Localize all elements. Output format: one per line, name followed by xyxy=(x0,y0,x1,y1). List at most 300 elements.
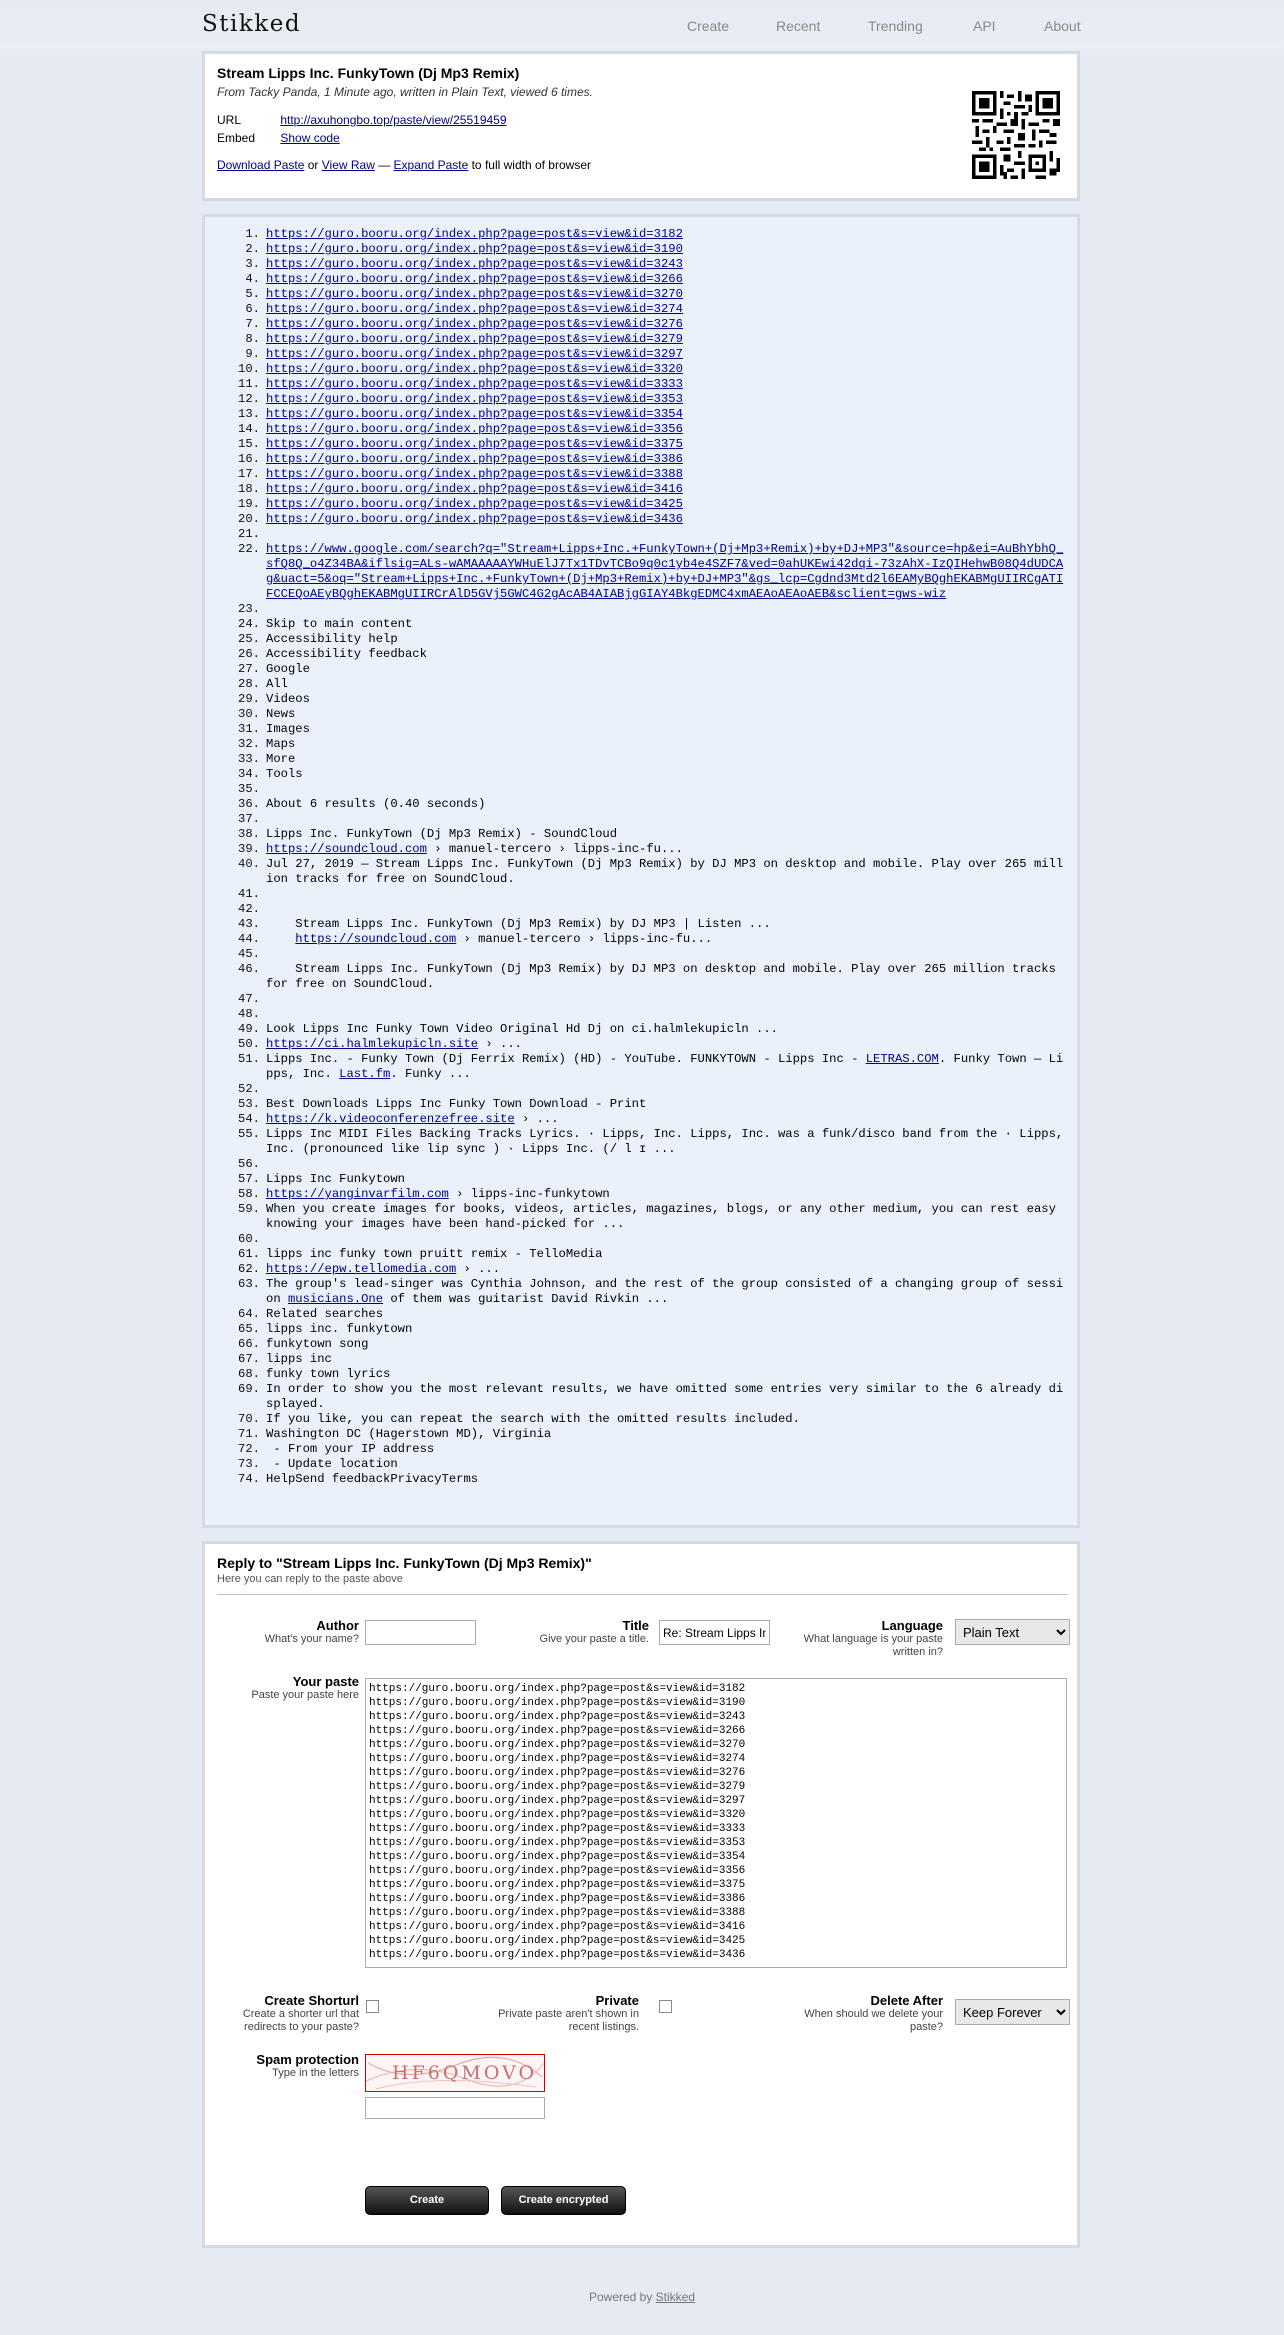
code-text: of them was guitarist David Rivkin ... xyxy=(383,1292,669,1306)
code-link[interactable]: https://guro.booru.org/index.php?page=post&s=view&id=3425 xyxy=(266,497,683,511)
line-text xyxy=(266,887,1069,902)
code-line xyxy=(205,917,1069,932)
code-line xyxy=(205,1232,1069,1247)
line-text xyxy=(266,542,1069,602)
code-text: › ... xyxy=(456,1262,501,1276)
line-text xyxy=(266,422,1069,437)
code-line xyxy=(205,722,1069,737)
paste-desc: Paste your paste here xyxy=(251,1689,359,1701)
line-number: 41. xyxy=(238,887,260,901)
line-text xyxy=(266,812,1069,827)
paste-url-link[interactable]: http://axuhongbo.top/paste/view/25519459 xyxy=(280,113,507,127)
line-number: 35. xyxy=(238,782,260,796)
code-link[interactable]: https://guro.booru.org/index.php?page=post&s=view&id=3353 xyxy=(266,392,683,406)
code-link[interactable]: https://guro.booru.org/index.php?page=post&s=view&id=3436 xyxy=(266,512,683,526)
private-label: Private xyxy=(595,1993,639,2008)
line-number: 65. xyxy=(238,1322,260,1336)
line-number: 9. xyxy=(245,347,260,361)
line-number: 51. xyxy=(238,1052,260,1066)
line-number: 66. xyxy=(238,1337,260,1351)
line-number: 53. xyxy=(238,1097,260,1111)
code-text xyxy=(266,932,295,946)
show-code-link[interactable]: Show code xyxy=(280,131,340,145)
language-select[interactable] xyxy=(955,1619,1070,1645)
create-encrypted-button[interactable]: Create encrypted xyxy=(501,2186,626,2215)
private-desc: Private paste aren't shown in recent listings. xyxy=(498,2008,639,2033)
code-link[interactable]: LETRAS.COM xyxy=(865,1052,939,1066)
code-line xyxy=(205,1112,1069,1127)
code-link[interactable]: https://guro.booru.org/index.php?page=post&s=view&id=3270 xyxy=(266,287,683,301)
code-line xyxy=(205,1442,1069,1457)
code-link[interactable]: https://soundcloud.com xyxy=(266,842,427,856)
line-text xyxy=(266,932,1069,947)
line-text: Google xyxy=(266,662,310,676)
line-text: Related searches xyxy=(266,1307,384,1321)
code-line xyxy=(205,962,1069,992)
line-number: 32. xyxy=(238,737,260,751)
line-text xyxy=(266,452,1069,467)
reply-box xyxy=(202,1541,1080,2248)
code-line xyxy=(205,1427,1069,1442)
code-line xyxy=(205,362,1069,377)
code-text: › manuel-tercero › lipps-inc-fu... xyxy=(456,932,713,946)
code-line xyxy=(205,1352,1069,1367)
line-number: 33. xyxy=(238,752,260,766)
code-link[interactable]: https://guro.booru.org/index.php?page=post&s=view&id=3182 xyxy=(266,227,683,241)
code-line xyxy=(205,1382,1069,1412)
expire-desc: When should we delete your paste? xyxy=(804,2008,943,2033)
code-line xyxy=(205,1172,1069,1187)
line-number: 22. xyxy=(238,542,260,556)
line-number: 43. xyxy=(238,917,260,931)
nav-create[interactable]: Create xyxy=(687,18,730,34)
author-label: Author xyxy=(316,1618,359,1633)
site-logo[interactable]: Stikked xyxy=(202,11,302,37)
code-line xyxy=(205,1472,1069,1487)
line-number: 70. xyxy=(238,1412,260,1426)
code-link[interactable]: https://guro.booru.org/index.php?page=post&s=view&id=3243 xyxy=(266,257,683,271)
line-number: 27. xyxy=(238,662,260,676)
code-line xyxy=(205,1037,1069,1052)
line-text: - From your IP address xyxy=(266,1442,435,1456)
line-text xyxy=(266,1232,1069,1247)
line-text: lipps inc. funkytown xyxy=(266,1322,413,1336)
code-line xyxy=(205,1052,1069,1082)
code-line xyxy=(205,332,1069,347)
line-number: 69. xyxy=(238,1382,260,1396)
code-line xyxy=(205,467,1069,482)
code-line xyxy=(205,617,1069,632)
line-text xyxy=(266,842,1069,857)
code-line xyxy=(205,1337,1069,1352)
line-number: 25. xyxy=(238,632,260,646)
line-text xyxy=(266,377,1069,392)
code-link[interactable]: https://epw.tellomedia.com xyxy=(266,1262,457,1276)
code-line xyxy=(205,392,1069,407)
line-text: News xyxy=(266,707,296,721)
code-line xyxy=(205,932,1069,947)
code-line xyxy=(205,1202,1069,1232)
captcha-noise xyxy=(366,2055,544,2091)
code-line xyxy=(205,812,1069,827)
line-number: 38. xyxy=(238,827,260,841)
code-line xyxy=(205,347,1069,362)
line-text xyxy=(266,1052,1069,1082)
code-text: . Funky Town — Lipps, Inc. xyxy=(266,1052,1064,1081)
code-line xyxy=(205,902,1069,917)
line-number: 45. xyxy=(238,947,260,961)
code-line xyxy=(205,497,1069,512)
code-link[interactable]: https://soundcloud.com xyxy=(295,932,457,946)
line-number: 48. xyxy=(238,1007,260,1021)
line-number: 7. xyxy=(245,317,260,331)
paste-textarea[interactable] xyxy=(365,1678,1067,1968)
paste-code-box xyxy=(202,214,1080,1528)
line-text xyxy=(266,1112,1069,1127)
stikked-link[interactable]: Stikked xyxy=(655,2290,696,2304)
line-text: Stream Lipps Inc. FunkyTown (Dj Mp3 Remix) by DJ MP3 on desktop and mobile. Play over 265 million tracks for free on SoundCloud. xyxy=(266,962,1064,991)
line-number: 50. xyxy=(238,1037,260,1051)
line-text xyxy=(266,497,1069,512)
line-text xyxy=(266,947,1069,962)
line-number: 30. xyxy=(238,707,260,721)
code-line xyxy=(205,947,1069,962)
line-number: 14. xyxy=(238,422,260,436)
line-number: 28. xyxy=(238,677,260,691)
code-text: The group's lead-singer was Cynthia Johnson, and the rest of the group consisted of a changing group of session xyxy=(266,1277,1064,1306)
code-line xyxy=(205,542,1069,602)
line-text: HelpSend feedbackPrivacyTerms xyxy=(266,1472,479,1486)
code-link[interactable]: https://ci.halmlekupicln.site xyxy=(266,1037,479,1051)
url-row xyxy=(217,113,507,127)
line-text xyxy=(266,227,1069,242)
code-link[interactable]: https://guro.booru.org/index.php?page=post&s=view&id=3190 xyxy=(266,242,683,256)
expand-paste-link[interactable]: Expand Paste xyxy=(393,158,469,172)
line-text: lipps inc xyxy=(266,1352,332,1366)
line-text: lipps inc funky town pruitt remix - TelloMedia xyxy=(266,1247,603,1261)
line-text xyxy=(266,407,1069,422)
title-label-group xyxy=(505,1618,649,1646)
title-label: Title xyxy=(622,1618,649,1633)
private-checkbox[interactable] xyxy=(659,2000,672,2013)
code-link[interactable]: https://yanginvarfilm.com xyxy=(266,1187,449,1201)
code-line xyxy=(205,1007,1069,1022)
spam-desc: Type in the letters xyxy=(272,2067,359,2079)
line-text: Lipps Inc MIDI Files Backing Tracks Lyrics. · Lipps, Inc. Lipps, Inc. was a funk/disco band from the · Lipps, Inc. (pronounced like lip sync ) · Lipps Inc. (/ l ɪ ... xyxy=(266,1127,1071,1156)
line-text xyxy=(266,362,1069,377)
line-number: 37. xyxy=(238,812,260,826)
line-number: 8. xyxy=(245,332,260,346)
code-link[interactable]: https://guro.booru.org/index.php?page=post&s=view&id=3274 xyxy=(266,302,683,316)
line-number: 2. xyxy=(245,242,260,256)
line-text: About 6 results (0.40 seconds) xyxy=(266,797,486,811)
line-text: When you create images for books, videos, articles, magazines, blogs, or any other medium, you can rest easy knowing your images have been hand-picked for ... xyxy=(266,1202,1064,1231)
paste-label: Your paste xyxy=(292,1674,359,1689)
line-text xyxy=(266,1037,1069,1052)
line-number: 64. xyxy=(238,1307,260,1321)
line-text: If you like, you can repeat the search with the omitted results included. xyxy=(266,1412,800,1426)
line-text xyxy=(266,902,1069,917)
paste-info-box xyxy=(202,51,1080,201)
line-text xyxy=(266,272,1069,287)
line-number: 31. xyxy=(238,722,260,736)
code-line xyxy=(205,1307,1069,1322)
line-number: 73. xyxy=(238,1457,260,1471)
line-number: 18. xyxy=(238,482,260,496)
line-text: Lipps Inc Funkytown xyxy=(266,1172,405,1186)
code-line xyxy=(205,422,1069,437)
code-text: › lipps-inc-funkytown xyxy=(448,1187,610,1201)
line-number: 4. xyxy=(245,272,260,286)
code-line xyxy=(205,707,1069,722)
line-number: 72. xyxy=(238,1442,260,1456)
line-number: 47. xyxy=(238,992,260,1006)
code-line xyxy=(205,257,1069,272)
captcha-text: HF6QMOVO xyxy=(392,2062,538,2084)
code-line xyxy=(205,992,1069,1007)
line-number: 42. xyxy=(238,902,260,916)
line-text xyxy=(266,347,1069,362)
line-number: 52. xyxy=(238,1082,260,1096)
line-text xyxy=(266,1187,1069,1202)
line-number: 15. xyxy=(238,437,260,451)
expand-suffix-text: to full width of browser xyxy=(468,158,591,172)
paste-label-group xyxy=(217,1674,359,1702)
embed-row xyxy=(217,131,340,145)
line-number: 55. xyxy=(238,1127,260,1141)
code-link[interactable]: https://guro.booru.org/index.php?page=post&s=view&id=3388 xyxy=(266,467,683,481)
code-line xyxy=(205,1322,1069,1337)
code-line xyxy=(205,692,1069,707)
code-line xyxy=(205,317,1069,332)
code-line xyxy=(205,857,1069,887)
line-text xyxy=(266,287,1069,302)
line-text xyxy=(266,257,1069,272)
code-line xyxy=(205,272,1069,287)
line-text xyxy=(266,482,1069,497)
line-number: 46. xyxy=(238,962,260,976)
code-link[interactable]: musicians.One xyxy=(287,1292,384,1306)
line-number: 63. xyxy=(238,1277,260,1291)
private-label-group xyxy=(495,1993,639,2034)
code-link[interactable]: https://guro.booru.org/index.php?page=post&s=view&id=3416 xyxy=(266,482,683,496)
line-text xyxy=(266,437,1069,452)
line-text xyxy=(266,1277,1069,1307)
code-text: › manuel-tercero › lipps-inc-fu... xyxy=(426,842,683,856)
code-line xyxy=(205,377,1069,392)
shorturl-checkbox[interactable] xyxy=(366,2000,379,2013)
code-line xyxy=(205,1277,1069,1307)
line-text xyxy=(266,242,1069,257)
code-link[interactable]: https://guro.booru.org/index.php?page=post&s=view&id=3320 xyxy=(266,362,683,376)
line-number: 17. xyxy=(238,467,260,481)
line-text xyxy=(266,1082,1069,1097)
line-number: 44. xyxy=(238,932,260,946)
captcha-image xyxy=(365,2054,545,2092)
view-raw-link[interactable]: View Raw xyxy=(321,158,375,172)
code-link[interactable]: https://guro.booru.org/index.php?page=post&s=view&id=3386 xyxy=(266,452,683,466)
nav-trending[interactable]: Trending xyxy=(868,18,923,34)
line-text xyxy=(266,512,1069,527)
nav-api[interactable]: API xyxy=(973,18,996,34)
line-text: Accessibility help xyxy=(266,632,398,646)
code-link[interactable]: https://guro.booru.org/index.php?page=post&s=view&id=3375 xyxy=(266,437,683,451)
code-line xyxy=(205,1412,1069,1427)
line-number: 62. xyxy=(238,1262,260,1276)
expire-label-group xyxy=(795,1993,943,2034)
line-number: 16. xyxy=(238,452,260,466)
main-nav xyxy=(0,18,1284,38)
create-button[interactable]: Create xyxy=(365,2186,489,2215)
embed-label: Embed xyxy=(217,131,256,145)
code-line xyxy=(205,1247,1069,1262)
download-paste-link[interactable]: Download Paste xyxy=(217,158,305,172)
author-input[interactable] xyxy=(365,1620,476,1645)
line-text: Best Downloads Lipps Inc Funky Town Download - Print xyxy=(266,1097,647,1111)
line-number: 57. xyxy=(238,1172,260,1186)
line-text: funkytown song xyxy=(266,1337,369,1351)
line-number: 1. xyxy=(245,227,260,241)
line-number: 54. xyxy=(238,1112,260,1126)
code-link[interactable]: https://guro.booru.org/index.php?page=post&s=view&id=3266 xyxy=(266,272,683,286)
code-line xyxy=(205,482,1069,497)
code-text: Lipps Inc. - Funky Town (Dj Ferrix Remix) (HD) - YouTube. FUNKYTOWN - Lipps Inc - xyxy=(266,1052,866,1066)
code-link[interactable]: Last.fm xyxy=(339,1067,391,1081)
footer-text: Powered by xyxy=(588,2290,656,2304)
code-line xyxy=(205,1097,1069,1112)
line-number: 21. xyxy=(238,527,260,541)
line-text: Tools xyxy=(266,767,303,781)
author-label-group xyxy=(217,1618,359,1646)
line-number: 61. xyxy=(238,1247,260,1261)
line-text: Washington DC (Hagerstown MD), Virginia xyxy=(266,1427,552,1441)
code-line xyxy=(205,632,1069,647)
line-text xyxy=(266,302,1069,317)
language-desc: What language is your paste written in? xyxy=(803,1633,943,1658)
line-text xyxy=(266,602,1069,617)
line-number: 60. xyxy=(238,1232,260,1246)
shorturl-label: Create Shorturl xyxy=(264,1993,359,2008)
code-line xyxy=(205,677,1069,692)
divider xyxy=(217,1594,1068,1595)
code-link[interactable]: https://guro.booru.org/index.php?page=post&s=view&id=3333 xyxy=(266,377,683,391)
code-link[interactable]: https://www.google.com/search?q="Stream+Lipps+Inc.+FunkyTown+(Dj+Mp3+Remix)+by+DJ+MP3"&source=hp&ei=AuBhYbhQ_sfQ8Q_o4Z34BA&iflsig=ALs-wAMAAAAAYWHuElJ7Tx1TDvTCBo9q0c1yb4e4SZF7&ved=0ahUKEwi42dqi-73zAhX-IzQIHehwB08Q4dUDCAg&uact=5&oq="Stream+Lipps+Inc.+FunkyTown+(Dj+Mp3+Remix)+by+DJ+MP3"&gs_lcp=Cgdnd3Mtd2l6EAMyBQghEKABMgUIIRCgATIFCCEQoAEyBQghEKABMgUIIRCrAlD5GVj5GWC4G2gAcAB4AIABjgGIAY4BkgEDMC4xmAEAoAEAoAEB&sclient=gws-wiz xyxy=(266,542,1064,601)
line-text: Lipps Inc. FunkyTown (Dj Mp3 Remix) - SoundCloud xyxy=(266,827,618,841)
code-line xyxy=(205,782,1069,797)
code-link[interactable]: https://guro.booru.org/index.php?page=post&s=view&id=3356 xyxy=(266,422,683,436)
code-link[interactable]: https://k.videoconferenzefree.site xyxy=(266,1112,515,1126)
line-number: 6. xyxy=(245,302,260,316)
line-number: 67. xyxy=(238,1352,260,1366)
language-label-group xyxy=(795,1618,943,1659)
shorturl-label-group xyxy=(217,1993,359,2034)
line-number: 20. xyxy=(238,512,260,526)
line-text: In order to show you the most relevant results, we have omitted some entries very similar to the 6 already displayed. xyxy=(266,1382,1064,1411)
code-line xyxy=(205,287,1069,302)
code-line xyxy=(205,842,1069,857)
line-text: Look Lipps Inc Funky Town Video Original Hd Dj on ci.halmlekupicln ... xyxy=(266,1022,778,1036)
code-line xyxy=(205,1082,1069,1097)
code-link[interactable]: https://guro.booru.org/index.php?page=post&s=view&id=3354 xyxy=(266,407,683,421)
paste-meta: From Tacky Panda, 1 Minute ago, written in Plain Text, viewed 6 times. xyxy=(217,85,593,99)
line-text xyxy=(266,1007,1069,1022)
line-number: 56. xyxy=(238,1157,260,1171)
line-number: 58. xyxy=(238,1187,260,1201)
code-line xyxy=(205,767,1069,782)
code-line xyxy=(205,407,1069,422)
code-listing xyxy=(205,227,1069,1487)
spam-label-group xyxy=(217,2052,359,2080)
code-line xyxy=(205,1367,1069,1382)
code-line xyxy=(205,452,1069,467)
code-line xyxy=(205,737,1069,752)
code-line xyxy=(205,1022,1069,1037)
code-line xyxy=(205,662,1069,677)
code-line xyxy=(205,887,1069,902)
code-text: . Funky ... xyxy=(390,1067,471,1081)
nav-about[interactable]: About xyxy=(1044,18,1081,34)
line-number: 10. xyxy=(238,362,260,376)
line-text: Images xyxy=(266,722,310,736)
title-desc: Give your paste a title. xyxy=(539,1633,649,1645)
captcha-input[interactable] xyxy=(365,2097,545,2119)
line-number: 3. xyxy=(245,257,260,271)
line-text xyxy=(266,992,1069,1007)
code-link[interactable]: https://guro.booru.org/index.php?page=post&s=view&id=3279 xyxy=(266,332,683,346)
line-text xyxy=(266,1262,1069,1277)
line-number: 24. xyxy=(238,617,260,631)
language-label: Language xyxy=(881,1618,943,1633)
line-number: 39. xyxy=(238,842,260,856)
code-link[interactable]: https://guro.booru.org/index.php?page=post&s=view&id=3297 xyxy=(266,347,683,361)
line-text xyxy=(266,1157,1069,1172)
code-text: › ... xyxy=(514,1112,559,1126)
paste-title: Stream Lipps Inc. FunkyTown (Dj Mp3 Remix) xyxy=(217,65,520,81)
line-text: - Update location xyxy=(266,1457,398,1471)
code-line xyxy=(205,797,1069,812)
code-line xyxy=(205,752,1069,767)
or-text: or xyxy=(304,158,322,172)
line-text: Maps xyxy=(266,737,296,751)
line-text: Jul 27, 2019 — Stream Lipps Inc. FunkyTown (Dj Mp3 Remix) by DJ MP3 on desktop and mobile. Play over 265 million tracks for free on SoundCloud. xyxy=(266,857,1064,886)
dash-text: — xyxy=(374,158,394,172)
code-line xyxy=(205,242,1069,257)
paste-actions xyxy=(217,158,591,172)
line-text: More xyxy=(266,752,296,766)
line-number: 68. xyxy=(238,1367,260,1381)
line-text: Skip to main content xyxy=(266,617,413,631)
line-text xyxy=(266,317,1069,332)
code-line xyxy=(205,647,1069,662)
line-number: 5. xyxy=(245,287,260,301)
code-line xyxy=(205,1127,1069,1157)
author-desc: What's your name? xyxy=(264,1633,359,1645)
code-line xyxy=(205,527,1069,542)
line-number: 26. xyxy=(238,647,260,661)
header xyxy=(0,0,1284,50)
title-input[interactable] xyxy=(659,1620,770,1645)
line-number: 74. xyxy=(238,1472,260,1486)
expire-label: Delete After xyxy=(870,1993,943,2008)
line-number: 49. xyxy=(238,1022,260,1036)
nav-recent[interactable]: Recent xyxy=(776,18,821,34)
line-text xyxy=(266,332,1069,347)
line-text: Accessibility feedback xyxy=(266,647,427,661)
code-link[interactable]: https://guro.booru.org/index.php?page=post&s=view&id=3276 xyxy=(266,317,683,331)
line-text: All xyxy=(266,677,288,691)
expire-select[interactable] xyxy=(955,1999,1070,2025)
url-label: URL xyxy=(217,113,242,127)
